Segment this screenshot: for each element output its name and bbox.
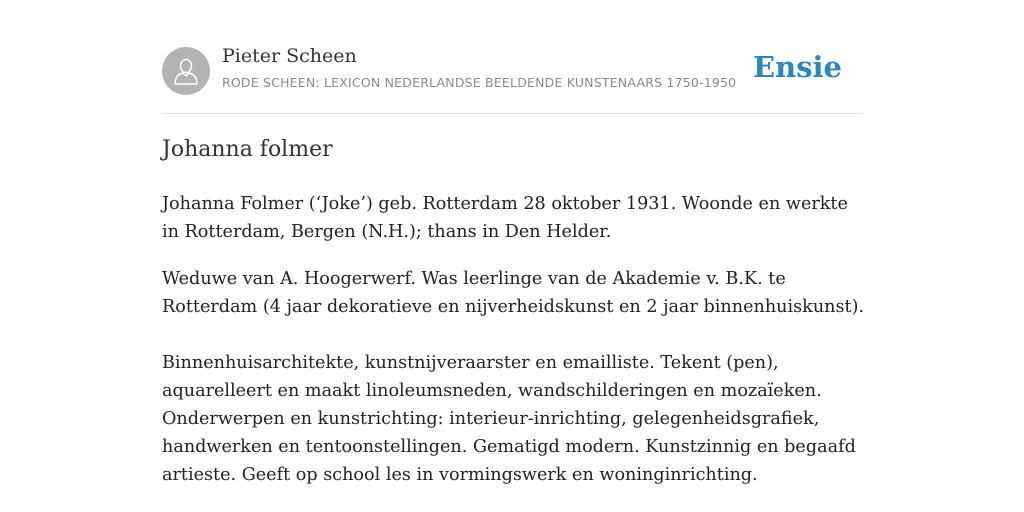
page-title: Johanna folmer	[162, 137, 333, 162]
user-icon	[174, 57, 198, 85]
article-paragraph: Binnenhuisarchitekte, kunstnijveraarster en emailliste. Tekent (pen), aquarelleert en maakt linoleumsneden, wandschilderingen en mozaïeken. Onderwerpen en kunstrichting: interieur-inrichting, gelegenheidsgrafiek, handwerken en tentoonstellingen. Gematigd modern. Kunstzinnig en begaafd artieste. Geeft op school les in vormingswerk en woninginrichting.	[162, 353, 856, 485]
ensie-logo[interactable]: Ensie	[753, 50, 842, 84]
article-paragraph: Weduwe van A. Hoogerwerf. Was leerlinge van de Akademie v. B.K. te Rotterdam (4 jaar dekoratieve en nijverheidskunst en 2 jaar binnenhuiskunst).	[162, 269, 865, 317]
source-title[interactable]: RODE SCHEEN: LEXICON NEDERLANDSE BEELDENDE KUNSTENAARS 1750-1950	[222, 75, 737, 90]
article-paragraph: Johanna Folmer (‘Joke’) geb. Rotterdam 28 oktober 1931. Woonde en werkte in Rotterdam, Bergen (N.H.); thans in Den Helder.	[162, 194, 848, 242]
entry-header	[162, 0, 862, 114]
entry-card	[162, 0, 865, 485]
author-name[interactable]: Pieter Scheen	[222, 45, 357, 67]
avatar[interactable]	[162, 47, 210, 95]
